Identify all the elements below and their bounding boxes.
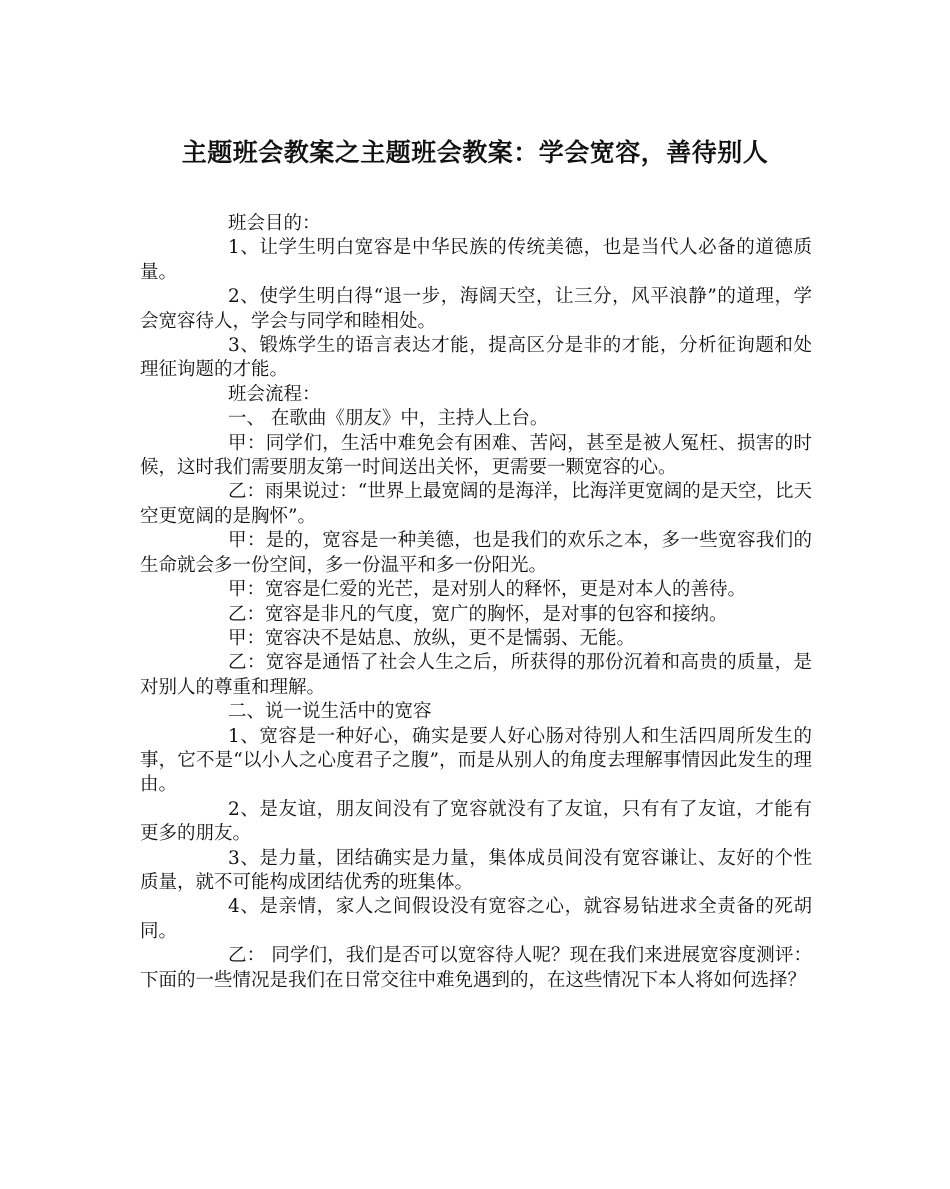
document-title: 主题班会教案之主题班会教案：学会宽容，善待别人 [181, 138, 769, 167]
paragraph-dialogue: 甲：宽容决不是姑息、放纵，更不是懦弱、无能。 [228, 627, 636, 649]
paragraph-purpose-heading: 班会目的： [228, 213, 321, 234]
paragraph-step-1: 一、 在歌曲《朋友》中，主持人上台。 [228, 408, 549, 430]
paragraph-tolerance-point: 3、是力量，团结确实是力量，集体成员间没有宽容谦让、友好的个性质量，就不可能构成团结优秀的班集体。 [140, 847, 812, 893]
paragraph-dialogue: 乙： 同学们，我们是否可以宽容待人呢？现在我们来进展宽容度测评：下面的一些情况是我们在日常交往中难免遇到的，在这些情况下本人将如何选择？ [140, 945, 812, 991]
paragraph-tolerance-point: 4、是亲情，家人之间假设没有宽容之心，就容易钻进求全责备的死胡同。 [140, 896, 812, 942]
paragraph-dialogue: 甲：同学们，生活中难免会有困难、苦闷，甚至是被人冤枉、损害的时候，这时我们需要朋友第一时间送出关怀，更需要一颗宽容的心。 [140, 432, 812, 479]
paragraph-purpose-1: 1、让学生明白宽容是中华民族的传统美德，也是当代人必备的道德质量。 [140, 237, 812, 283]
paragraph-section-2-heading: 二、说一说生活中的宽容 [228, 701, 432, 723]
paragraph-dialogue: 乙：雨果说过：“世界上最宽阔的是海洋，比海洋更宽阔的是天空，比天空更宽阔的是胸怀”。 [140, 481, 812, 527]
paragraph-purpose-2: 2、使学生明白得“退一步，海阔天空，让三分，风平浪静”的道理，学会宽容待人，学会与同学和睦相处。 [140, 286, 812, 332]
paragraph-dialogue: 乙：宽容是通悟了社会人生之后，所获得的那份沉着和高贵的质量，是对别人的尊重和理解。 [140, 652, 812, 698]
paragraph-purpose-3: 3、锻炼学生的语言表达才能，提高区分是非的才能，分析征询题和处理征询题的才能。 [140, 335, 812, 381]
document-body [140, 212, 812, 993]
paragraph-dialogue: 甲：宽容是仁爱的光芒，是对别人的释怀，更是对本人的善待。 [228, 579, 747, 601]
paragraph-tolerance-point: 1、宽容是一种好心，确实是要人好心肠对待别人和生活四周所发生的事，它不是“以小人之心度君子之腹”，而是从别人的角度去理解事情因此发生的理由。 [140, 725, 812, 796]
paragraph-dialogue: 乙：宽容是非凡的气度，宽广的胸怀，是对事的包容和接纳。 [228, 603, 728, 625]
paragraph-process-heading: 班会流程： [228, 383, 321, 405]
paragraph-tolerance-point: 2、是友谊，朋友间没有了宽容就没有了友谊，只有有了友谊，才能有更多的朋友。 [140, 798, 812, 845]
paragraph-dialogue: 甲：是的，宽容是一种美德，也是我们的欢乐之本，多一些宽容我们的生命就会多一份空间，多一份温平和多一份阳光。 [140, 530, 812, 576]
